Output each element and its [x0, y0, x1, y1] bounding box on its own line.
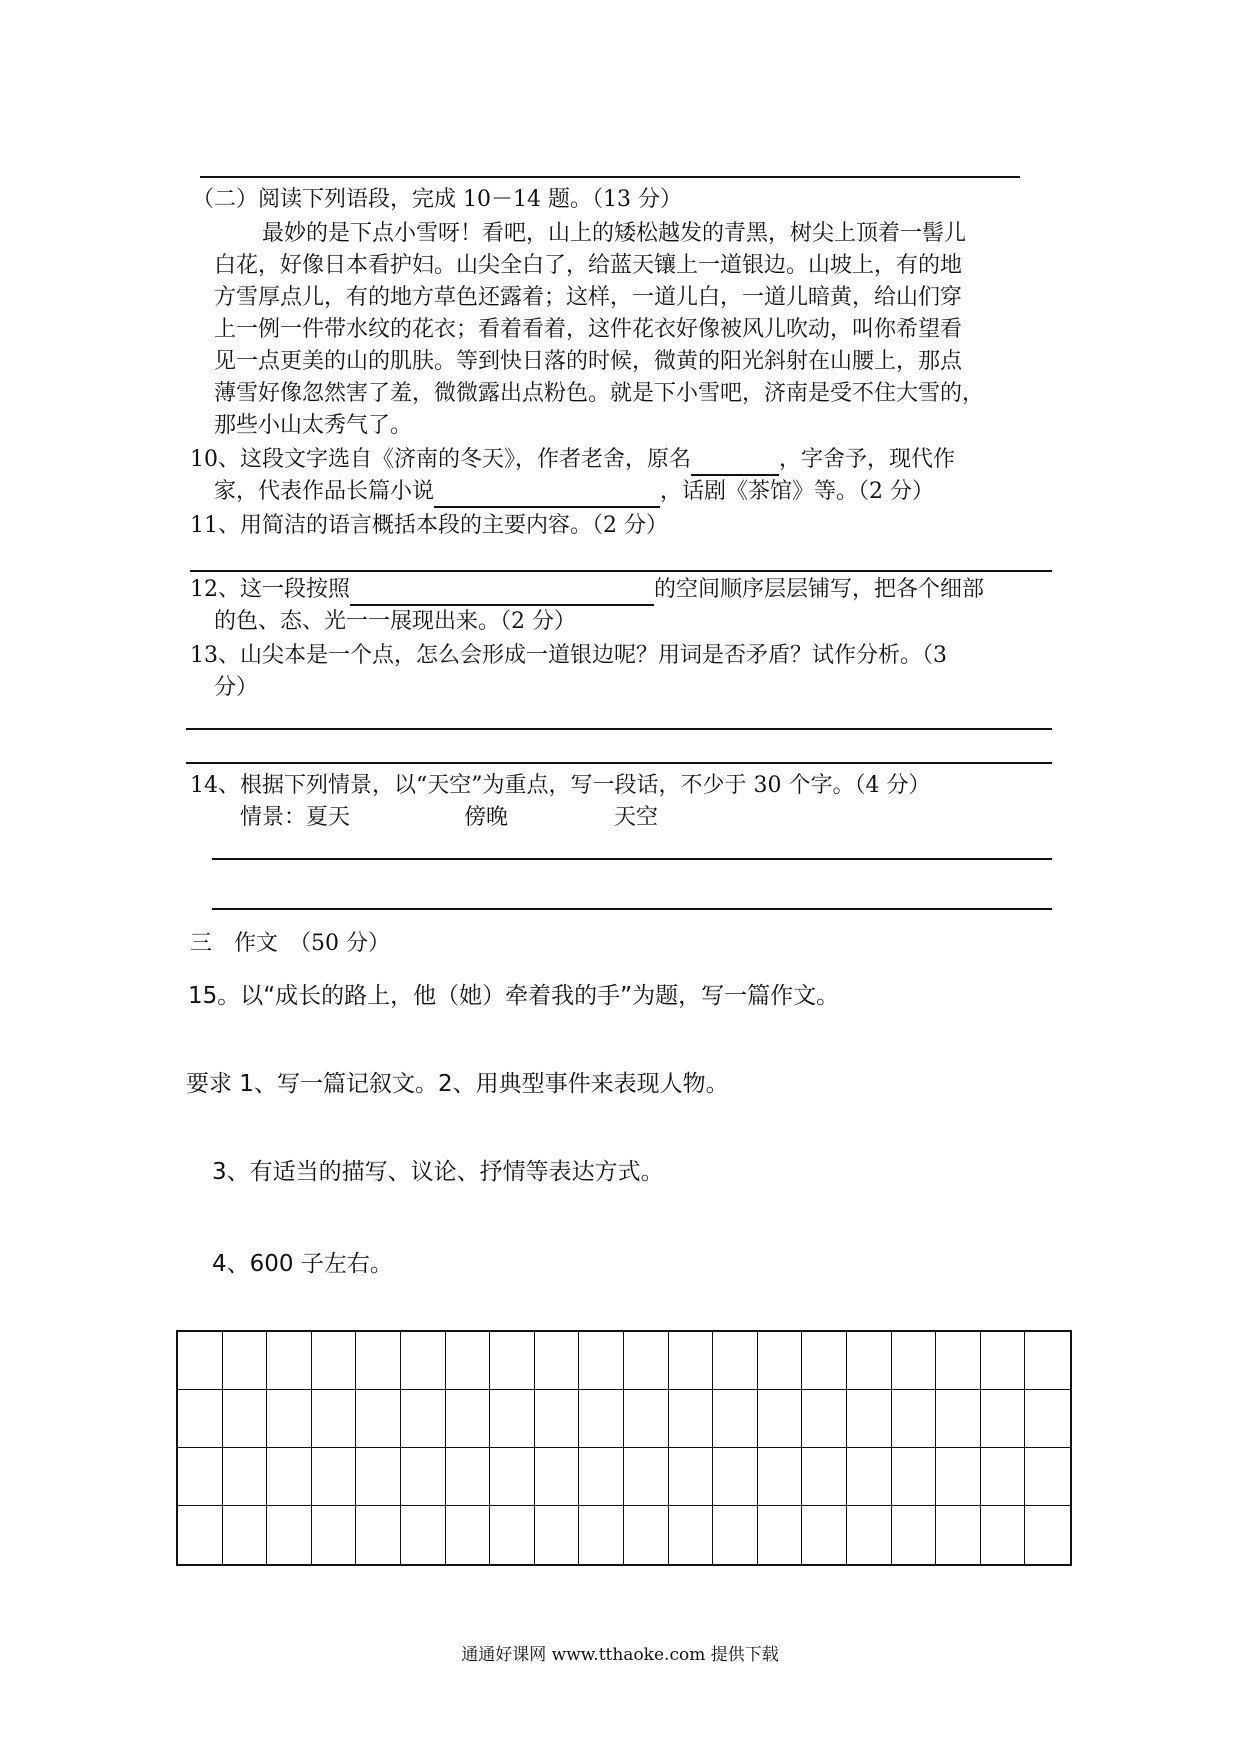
- grid-cell[interactable]: [178, 1506, 223, 1564]
- grid-cell[interactable]: [356, 1506, 401, 1564]
- grid-cell[interactable]: [446, 1390, 491, 1448]
- q10-blank-novel[interactable]: [434, 482, 660, 508]
- q14-scene-sky: 天空: [614, 805, 659, 830]
- grid-cell[interactable]: [936, 1506, 981, 1564]
- grid-cell[interactable]: [223, 1332, 268, 1390]
- grid-cell[interactable]: [579, 1506, 624, 1564]
- grid-cell[interactable]: [535, 1448, 580, 1506]
- q13-answer-line-1[interactable]: [186, 728, 1052, 730]
- grid-cell[interactable]: [1025, 1448, 1070, 1506]
- grid-cell[interactable]: [847, 1332, 892, 1390]
- grid-cell[interactable]: [356, 1390, 401, 1448]
- composition-grid[interactable]: [176, 1330, 1072, 1566]
- grid-cell[interactable]: [579, 1332, 624, 1390]
- grid-cell[interactable]: [713, 1506, 758, 1564]
- passage-line-3: 方雪厚点儿，有的地方草色还露着；这样，一道儿白，一道儿暗黄，给山们穿: [214, 285, 963, 310]
- q14-answer-line-1[interactable]: [212, 858, 1052, 860]
- grid-cell[interactable]: [669, 1332, 714, 1390]
- q14-answer-line-2[interactable]: [212, 908, 1052, 910]
- grid-cell[interactable]: [579, 1448, 624, 1506]
- grid-cell[interactable]: [446, 1332, 491, 1390]
- grid-cell[interactable]: [312, 1506, 357, 1564]
- passage-line-5: 见一点更美的山的肌肤。等到快日落的时候，微黄的阳光斜射在山腰上，那点: [214, 349, 963, 374]
- passage-line-6: 薄雪好像忽然害了羞，微微露出点粉色。就是下小雪吧，济南是受不住大雪的，: [214, 381, 985, 406]
- q13-answer-line-2[interactable]: [186, 762, 1052, 764]
- grid-cell[interactable]: [446, 1448, 491, 1506]
- question-13-line-1: 13、山尖本是一个点，怎么会形成一道银边呢？用词是否矛盾？试作分析。（3: [190, 643, 947, 668]
- section3-heading: 三 作文 （50 分）: [190, 931, 390, 956]
- top-rule: [200, 176, 1020, 178]
- grid-cell[interactable]: [267, 1448, 312, 1506]
- grid-cell[interactable]: [535, 1332, 580, 1390]
- grid-cell[interactable]: [490, 1506, 535, 1564]
- grid-cell[interactable]: [802, 1390, 847, 1448]
- grid-cell[interactable]: [624, 1448, 669, 1506]
- grid-cell[interactable]: [936, 1448, 981, 1506]
- requirement-1-2: 要求 1、写一篇记叙文。2、用典型事件来表现人物。: [186, 1071, 729, 1097]
- q12-text-2: 的空间顺序层层铺写，把各个细部: [654, 577, 985, 602]
- q10-text-1: 10、这段文字选自《济南的冬天》，作者老舍，原名: [190, 447, 691, 472]
- grid-cell[interactable]: [713, 1332, 758, 1390]
- grid-cell[interactable]: [713, 1390, 758, 1448]
- q10-text-2: ，字舍予，现代作: [779, 447, 956, 472]
- q10-blank-original-name[interactable]: [691, 450, 779, 476]
- grid-cell[interactable]: [490, 1332, 535, 1390]
- grid-cell[interactable]: [624, 1332, 669, 1390]
- grid-cell[interactable]: [535, 1506, 580, 1564]
- requirement-4: 4、600 子左右。: [212, 1251, 393, 1277]
- question-12-line-2: 的色、态、光一一展现出来。（2 分）: [214, 609, 576, 634]
- grid-cell[interactable]: [758, 1506, 803, 1564]
- grid-cell[interactable]: [1025, 1390, 1070, 1448]
- grid-cell[interactable]: [981, 1448, 1026, 1506]
- grid-cell[interactable]: [981, 1390, 1026, 1448]
- grid-cell[interactable]: [178, 1448, 223, 1506]
- grid-cell[interactable]: [802, 1506, 847, 1564]
- grid-cell[interactable]: [892, 1448, 937, 1506]
- grid-cell[interactable]: [312, 1332, 357, 1390]
- grid-cell[interactable]: [446, 1506, 491, 1564]
- grid-cell[interactable]: [758, 1332, 803, 1390]
- grid-cell[interactable]: [401, 1390, 446, 1448]
- grid-cell[interactable]: [669, 1506, 714, 1564]
- q14-scene-label: 情景：夏天: [240, 805, 351, 830]
- passage-line-7: 那些小山太秀气了。: [214, 413, 413, 438]
- grid-cell[interactable]: [624, 1390, 669, 1448]
- grid-cell[interactable]: [847, 1448, 892, 1506]
- grid-cell[interactable]: [579, 1390, 624, 1448]
- grid-cell[interactable]: [223, 1506, 268, 1564]
- grid-cell[interactable]: [223, 1390, 268, 1448]
- grid-cell[interactable]: [267, 1506, 312, 1564]
- grid-cell[interactable]: [401, 1448, 446, 1506]
- grid-cell[interactable]: [758, 1390, 803, 1448]
- grid-cell[interactable]: [669, 1390, 714, 1448]
- grid-cell[interactable]: [624, 1506, 669, 1564]
- grid-cell[interactable]: [802, 1332, 847, 1390]
- q11-answer-line[interactable]: [190, 570, 1052, 572]
- grid-cell[interactable]: [356, 1332, 401, 1390]
- q10-text-3: 家，代表作品长篇小说: [214, 479, 435, 504]
- question-10-line-1: [190, 444, 955, 476]
- grid-cell[interactable]: [267, 1390, 312, 1448]
- grid-cell[interactable]: [356, 1448, 401, 1506]
- grid-cell[interactable]: [312, 1390, 357, 1448]
- grid-cell[interactable]: [892, 1506, 937, 1564]
- grid-cell[interactable]: [178, 1390, 223, 1448]
- question-10-line-2: [214, 476, 934, 508]
- q12-text-1: 12、这一段按照: [190, 577, 350, 602]
- grid-cell[interactable]: [802, 1448, 847, 1506]
- question-13-line-2: 分）: [214, 675, 259, 700]
- grid-cell[interactable]: [847, 1506, 892, 1564]
- passage-line-4: 上一例一件带水纹的花衣；看着看着，这件花衣好像被风儿吹动，叫你希望看: [214, 317, 963, 342]
- question-14-line-1: 14、根据下列情景，以“天空”为重点，写一段话，不少于 30 个字。（4 分）: [190, 773, 931, 798]
- section2-heading: （二）阅读下列语段，完成 10－14 题。（13 分）: [192, 187, 682, 212]
- grid-cell[interactable]: [758, 1448, 803, 1506]
- grid-cell[interactable]: [892, 1332, 937, 1390]
- q12-blank[interactable]: [350, 580, 654, 606]
- question-11: 11、用简洁的语言概括本段的主要内容。（2 分）: [190, 513, 668, 538]
- grid-cell[interactable]: [713, 1448, 758, 1506]
- grid-cell[interactable]: [490, 1390, 535, 1448]
- grid-cell[interactable]: [847, 1390, 892, 1448]
- grid-cell[interactable]: [936, 1390, 981, 1448]
- grid-cell[interactable]: [401, 1332, 446, 1390]
- grid-cell[interactable]: [490, 1448, 535, 1506]
- passage-line-2: 白花，好像日本看护妇。山尖全白了，给蓝天镶上一道银边。山坡上，有的地: [214, 253, 963, 278]
- grid-cell[interactable]: [1025, 1332, 1070, 1390]
- grid-cell[interactable]: [401, 1506, 446, 1564]
- grid-cell[interactable]: [981, 1506, 1026, 1564]
- grid-cell[interactable]: [178, 1332, 223, 1390]
- grid-cell[interactable]: [312, 1448, 357, 1506]
- grid-cell[interactable]: [267, 1332, 312, 1390]
- passage-line-1: 最妙的是下点小雪呀！看吧，山上的矮松越发的青黑，树尖上顶着一髻儿: [262, 221, 967, 246]
- grid-cell[interactable]: [535, 1390, 580, 1448]
- grid-cell[interactable]: [1025, 1506, 1070, 1564]
- q10-text-4: ，话剧《茶馆》等。（2 分）: [660, 479, 935, 504]
- grid-cell[interactable]: [892, 1390, 937, 1448]
- requirement-3: 3、有适当的描写、议论、抒情等表达方式。: [212, 1159, 664, 1185]
- question-12-line-1: [190, 574, 984, 606]
- question-15: 15。以“成长的路上，他（她）牵着我的手”为题，写一篇作文。: [188, 983, 840, 1009]
- grid-cell[interactable]: [669, 1448, 714, 1506]
- footer-credit: 通通好课网 www.tthaoke.com 提供下载: [461, 1645, 779, 1665]
- grid-cell[interactable]: [981, 1332, 1026, 1390]
- q14-scene-evening: 傍晚: [464, 805, 509, 830]
- grid-cell[interactable]: [936, 1332, 981, 1390]
- grid-cell[interactable]: [223, 1448, 268, 1506]
